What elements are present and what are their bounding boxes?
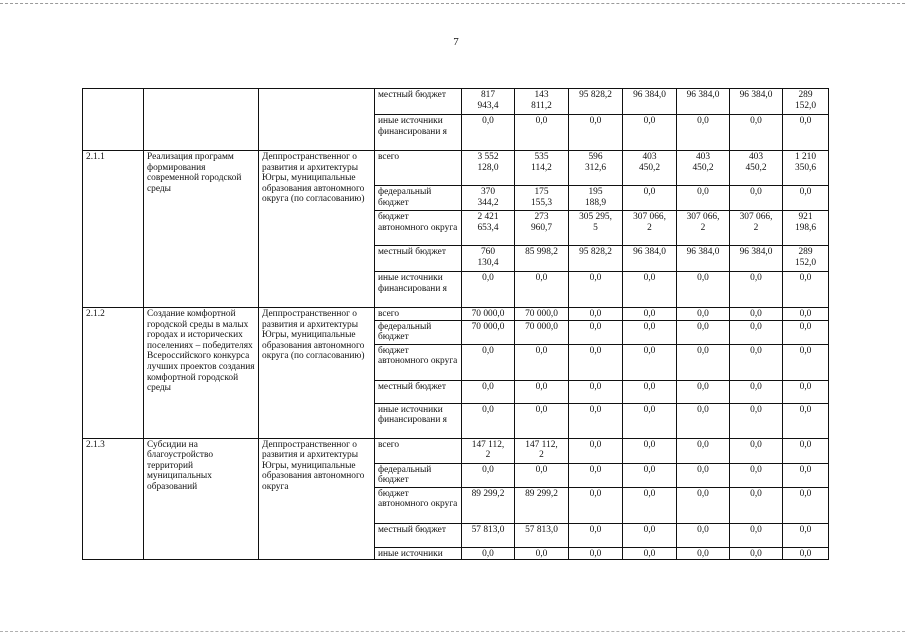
amount-cell: 147 112, 2 bbox=[515, 438, 569, 463]
amount-cell: 0,0 bbox=[730, 403, 783, 438]
amount-cell: 0,0 bbox=[462, 380, 515, 403]
amount-cell: 0,0 bbox=[515, 403, 569, 438]
funding-source: бюджет автономного округа bbox=[375, 487, 462, 523]
amount-cell: 0,0 bbox=[623, 547, 677, 560]
amount-cell: 0,0 bbox=[677, 115, 730, 151]
amount-cell: 175 155,3 bbox=[515, 186, 569, 211]
amount-cell: 760 130,4 bbox=[462, 246, 515, 272]
row-code: 2.1.3 bbox=[83, 438, 144, 560]
amount-cell: 0,0 bbox=[783, 438, 829, 463]
amount-cell: 0,0 bbox=[783, 272, 829, 308]
amount-cell: 0,0 bbox=[730, 380, 783, 403]
row-code bbox=[83, 89, 144, 151]
row-code: 2.1.2 bbox=[83, 308, 144, 439]
amount-cell: 0,0 bbox=[783, 463, 829, 487]
measure-name bbox=[144, 89, 259, 151]
amount-cell: 0,0 bbox=[569, 438, 623, 463]
amount-cell: 0,0 bbox=[569, 547, 623, 560]
amount-cell: 0,0 bbox=[623, 403, 677, 438]
amount-cell: 0,0 bbox=[730, 186, 783, 211]
funding-source: иные источники финансировани я bbox=[375, 115, 462, 151]
amount-cell: 403 450,2 bbox=[623, 151, 677, 186]
amount-cell: 0,0 bbox=[515, 344, 569, 380]
executor: Деппространственног о развития и архитектуры Югры, муниципальные образования автономного округа (по согласованию) bbox=[259, 308, 375, 439]
executor: Деппространственног о развития и архитектуры Югры, муниципальные образования автономного округа (по согласованию) bbox=[259, 151, 375, 308]
amount-cell: 0,0 bbox=[730, 463, 783, 487]
table-row bbox=[83, 151, 829, 186]
amount-cell: 0,0 bbox=[462, 272, 515, 308]
measure-name: Реализация программ формирования современной городской среды bbox=[144, 151, 259, 308]
amount-cell: 0,0 bbox=[730, 272, 783, 308]
amount-cell: 0,0 bbox=[569, 320, 623, 344]
amount-cell: 0,0 bbox=[623, 320, 677, 344]
funding-source: всего bbox=[375, 308, 462, 321]
amount-cell: 0,0 bbox=[515, 115, 569, 151]
amount-cell: 289 152,0 bbox=[783, 246, 829, 272]
amount-cell: 0,0 bbox=[677, 320, 730, 344]
amount-cell: 0,0 bbox=[462, 115, 515, 151]
amount-cell: 85 998,2 bbox=[515, 246, 569, 272]
amount-cell: 0,0 bbox=[569, 463, 623, 487]
measure-name: Субсидии на благоустройство территорий муниципальных образований bbox=[144, 438, 259, 560]
amount-cell: 95 828,2 bbox=[569, 246, 623, 272]
amount-cell: 0,0 bbox=[623, 308, 677, 321]
amount-cell: 0,0 bbox=[569, 344, 623, 380]
amount-cell: 0,0 bbox=[623, 344, 677, 380]
amount-cell: 0,0 bbox=[677, 547, 730, 560]
amount-cell: 0,0 bbox=[515, 547, 569, 560]
funding-source: бюджет автономного округа bbox=[375, 344, 462, 380]
amount-cell: 57 813,0 bbox=[515, 523, 569, 547]
amount-cell: 96 384,0 bbox=[623, 246, 677, 272]
amount-cell: 0,0 bbox=[783, 403, 829, 438]
amount-cell: 0,0 bbox=[783, 380, 829, 403]
funding-source: иные источники bbox=[375, 547, 462, 560]
amount-cell: 0,0 bbox=[730, 487, 783, 523]
amount-cell: 0,0 bbox=[569, 272, 623, 308]
amount-cell: 0,0 bbox=[623, 487, 677, 523]
funding-source: иные источники финансировани я bbox=[375, 403, 462, 438]
amount-cell: 70 000,0 bbox=[462, 320, 515, 344]
amount-cell: 305 295, 5 bbox=[569, 211, 623, 246]
amount-cell: 0,0 bbox=[623, 115, 677, 151]
amount-cell: 0,0 bbox=[569, 403, 623, 438]
amount-cell: 0,0 bbox=[783, 487, 829, 523]
amount-cell: 89 299,2 bbox=[462, 487, 515, 523]
amount-cell: 403 450,2 bbox=[730, 151, 783, 186]
amount-cell: 0,0 bbox=[623, 463, 677, 487]
amount-cell: 0,0 bbox=[783, 523, 829, 547]
amount-cell: 921 198,6 bbox=[783, 211, 829, 246]
amount-cell: 596 312,6 bbox=[569, 151, 623, 186]
amount-cell: 147 112, 2 bbox=[462, 438, 515, 463]
amount-cell: 0,0 bbox=[730, 344, 783, 380]
amount-cell: 96 384,0 bbox=[623, 89, 677, 115]
funding-source: федеральный бюджет bbox=[375, 186, 462, 211]
funding-source: федеральный бюджет bbox=[375, 463, 462, 487]
amount-cell: 0,0 bbox=[515, 380, 569, 403]
amount-cell: 0,0 bbox=[677, 463, 730, 487]
amount-cell: 0,0 bbox=[569, 380, 623, 403]
amount-cell: 0,0 bbox=[730, 547, 783, 560]
executor: Деппространственног о развития и архитектуры Югры, муниципальные образования автономного округа bbox=[259, 438, 375, 560]
amount-cell: 57 813,0 bbox=[462, 523, 515, 547]
amount-cell: 0,0 bbox=[730, 523, 783, 547]
funding-source: бюджет автономного округа bbox=[375, 211, 462, 246]
funding-source: иные источники финансировани я bbox=[375, 272, 462, 308]
funding-source: местный бюджет bbox=[375, 246, 462, 272]
funding-source: местный бюджет bbox=[375, 380, 462, 403]
amount-cell: 0,0 bbox=[462, 463, 515, 487]
amount-cell: 0,0 bbox=[677, 403, 730, 438]
amount-cell: 0,0 bbox=[515, 272, 569, 308]
amount-cell: 96 384,0 bbox=[730, 89, 783, 115]
amount-cell: 2 421 653,4 bbox=[462, 211, 515, 246]
amount-cell: 0,0 bbox=[462, 344, 515, 380]
amount-cell: 1 210 350,6 bbox=[783, 151, 829, 186]
measure-name: Создание комфортной городской среды в малых городах и исторических поселениях – победителях Всероссийского конкурса лучших проектов создания комфортной городской среды bbox=[144, 308, 259, 439]
amount-cell: 0,0 bbox=[623, 523, 677, 547]
page-number: 7 bbox=[453, 36, 459, 48]
amount-cell: 0,0 bbox=[515, 463, 569, 487]
amount-cell: 96 384,0 bbox=[730, 246, 783, 272]
amount-cell: 817 943,4 bbox=[462, 89, 515, 115]
amount-cell: 96 384,0 bbox=[677, 246, 730, 272]
amount-cell: 95 828,2 bbox=[569, 89, 623, 115]
amount-cell: 307 066, 2 bbox=[623, 211, 677, 246]
amount-cell: 289 152,0 bbox=[783, 89, 829, 115]
amount-cell: 535 114,2 bbox=[515, 151, 569, 186]
amount-cell: 307 066, 2 bbox=[677, 211, 730, 246]
amount-cell: 70 000,0 bbox=[515, 320, 569, 344]
table-row bbox=[83, 308, 829, 321]
amount-cell: 0,0 bbox=[730, 308, 783, 321]
table-row bbox=[83, 89, 829, 115]
amount-cell: 0,0 bbox=[623, 438, 677, 463]
amount-cell: 370 344,2 bbox=[462, 186, 515, 211]
amount-cell: 403 450,2 bbox=[677, 151, 730, 186]
amount-cell: 0,0 bbox=[677, 523, 730, 547]
amount-cell: 0,0 bbox=[569, 487, 623, 523]
amount-cell: 195 188,9 bbox=[569, 186, 623, 211]
amount-cell: 0,0 bbox=[677, 272, 730, 308]
amount-cell: 0,0 bbox=[623, 186, 677, 211]
amount-cell: 0,0 bbox=[677, 438, 730, 463]
amount-cell: 0,0 bbox=[730, 438, 783, 463]
amount-cell: 70 000,0 bbox=[515, 308, 569, 321]
amount-cell: 0,0 bbox=[569, 523, 623, 547]
amount-cell: 0,0 bbox=[569, 115, 623, 151]
amount-cell: 0,0 bbox=[783, 308, 829, 321]
amount-cell: 0,0 bbox=[462, 547, 515, 560]
budget-table bbox=[82, 88, 829, 560]
funding-source: местный бюджет bbox=[375, 523, 462, 547]
amount-cell: 0,0 bbox=[462, 403, 515, 438]
funding-source: федеральный бюджет bbox=[375, 320, 462, 344]
amount-cell: 0,0 bbox=[783, 547, 829, 560]
amount-cell: 3 552 128,0 bbox=[462, 151, 515, 186]
amount-cell: 70 000,0 bbox=[462, 308, 515, 321]
amount-cell: 0,0 bbox=[623, 272, 677, 308]
amount-cell: 0,0 bbox=[677, 344, 730, 380]
amount-cell: 0,0 bbox=[783, 115, 829, 151]
amount-cell: 307 066, 2 bbox=[730, 211, 783, 246]
funding-source: всего bbox=[375, 438, 462, 463]
amount-cell: 0,0 bbox=[677, 186, 730, 211]
amount-cell: 0,0 bbox=[677, 308, 730, 321]
amount-cell: 0,0 bbox=[783, 186, 829, 211]
amount-cell: 0,0 bbox=[623, 380, 677, 403]
table-row bbox=[83, 438, 829, 463]
funding-source: местный бюджет bbox=[375, 89, 462, 115]
amount-cell: 0,0 bbox=[677, 380, 730, 403]
amount-cell: 143 811,2 bbox=[515, 89, 569, 115]
amount-cell: 0,0 bbox=[783, 320, 829, 344]
amount-cell: 0,0 bbox=[783, 344, 829, 380]
scan-edge-bottom bbox=[0, 631, 905, 632]
scan-edge-top bbox=[0, 3, 905, 4]
amount-cell: 0,0 bbox=[730, 320, 783, 344]
amount-cell: 0,0 bbox=[677, 487, 730, 523]
amount-cell: 0,0 bbox=[730, 115, 783, 151]
amount-cell: 89 299,2 bbox=[515, 487, 569, 523]
executor bbox=[259, 89, 375, 151]
amount-cell: 96 384,0 bbox=[677, 89, 730, 115]
row-code: 2.1.1 bbox=[83, 151, 144, 308]
funding-source: всего bbox=[375, 151, 462, 186]
amount-cell: 273 960,7 bbox=[515, 211, 569, 246]
amount-cell: 0,0 bbox=[569, 308, 623, 321]
